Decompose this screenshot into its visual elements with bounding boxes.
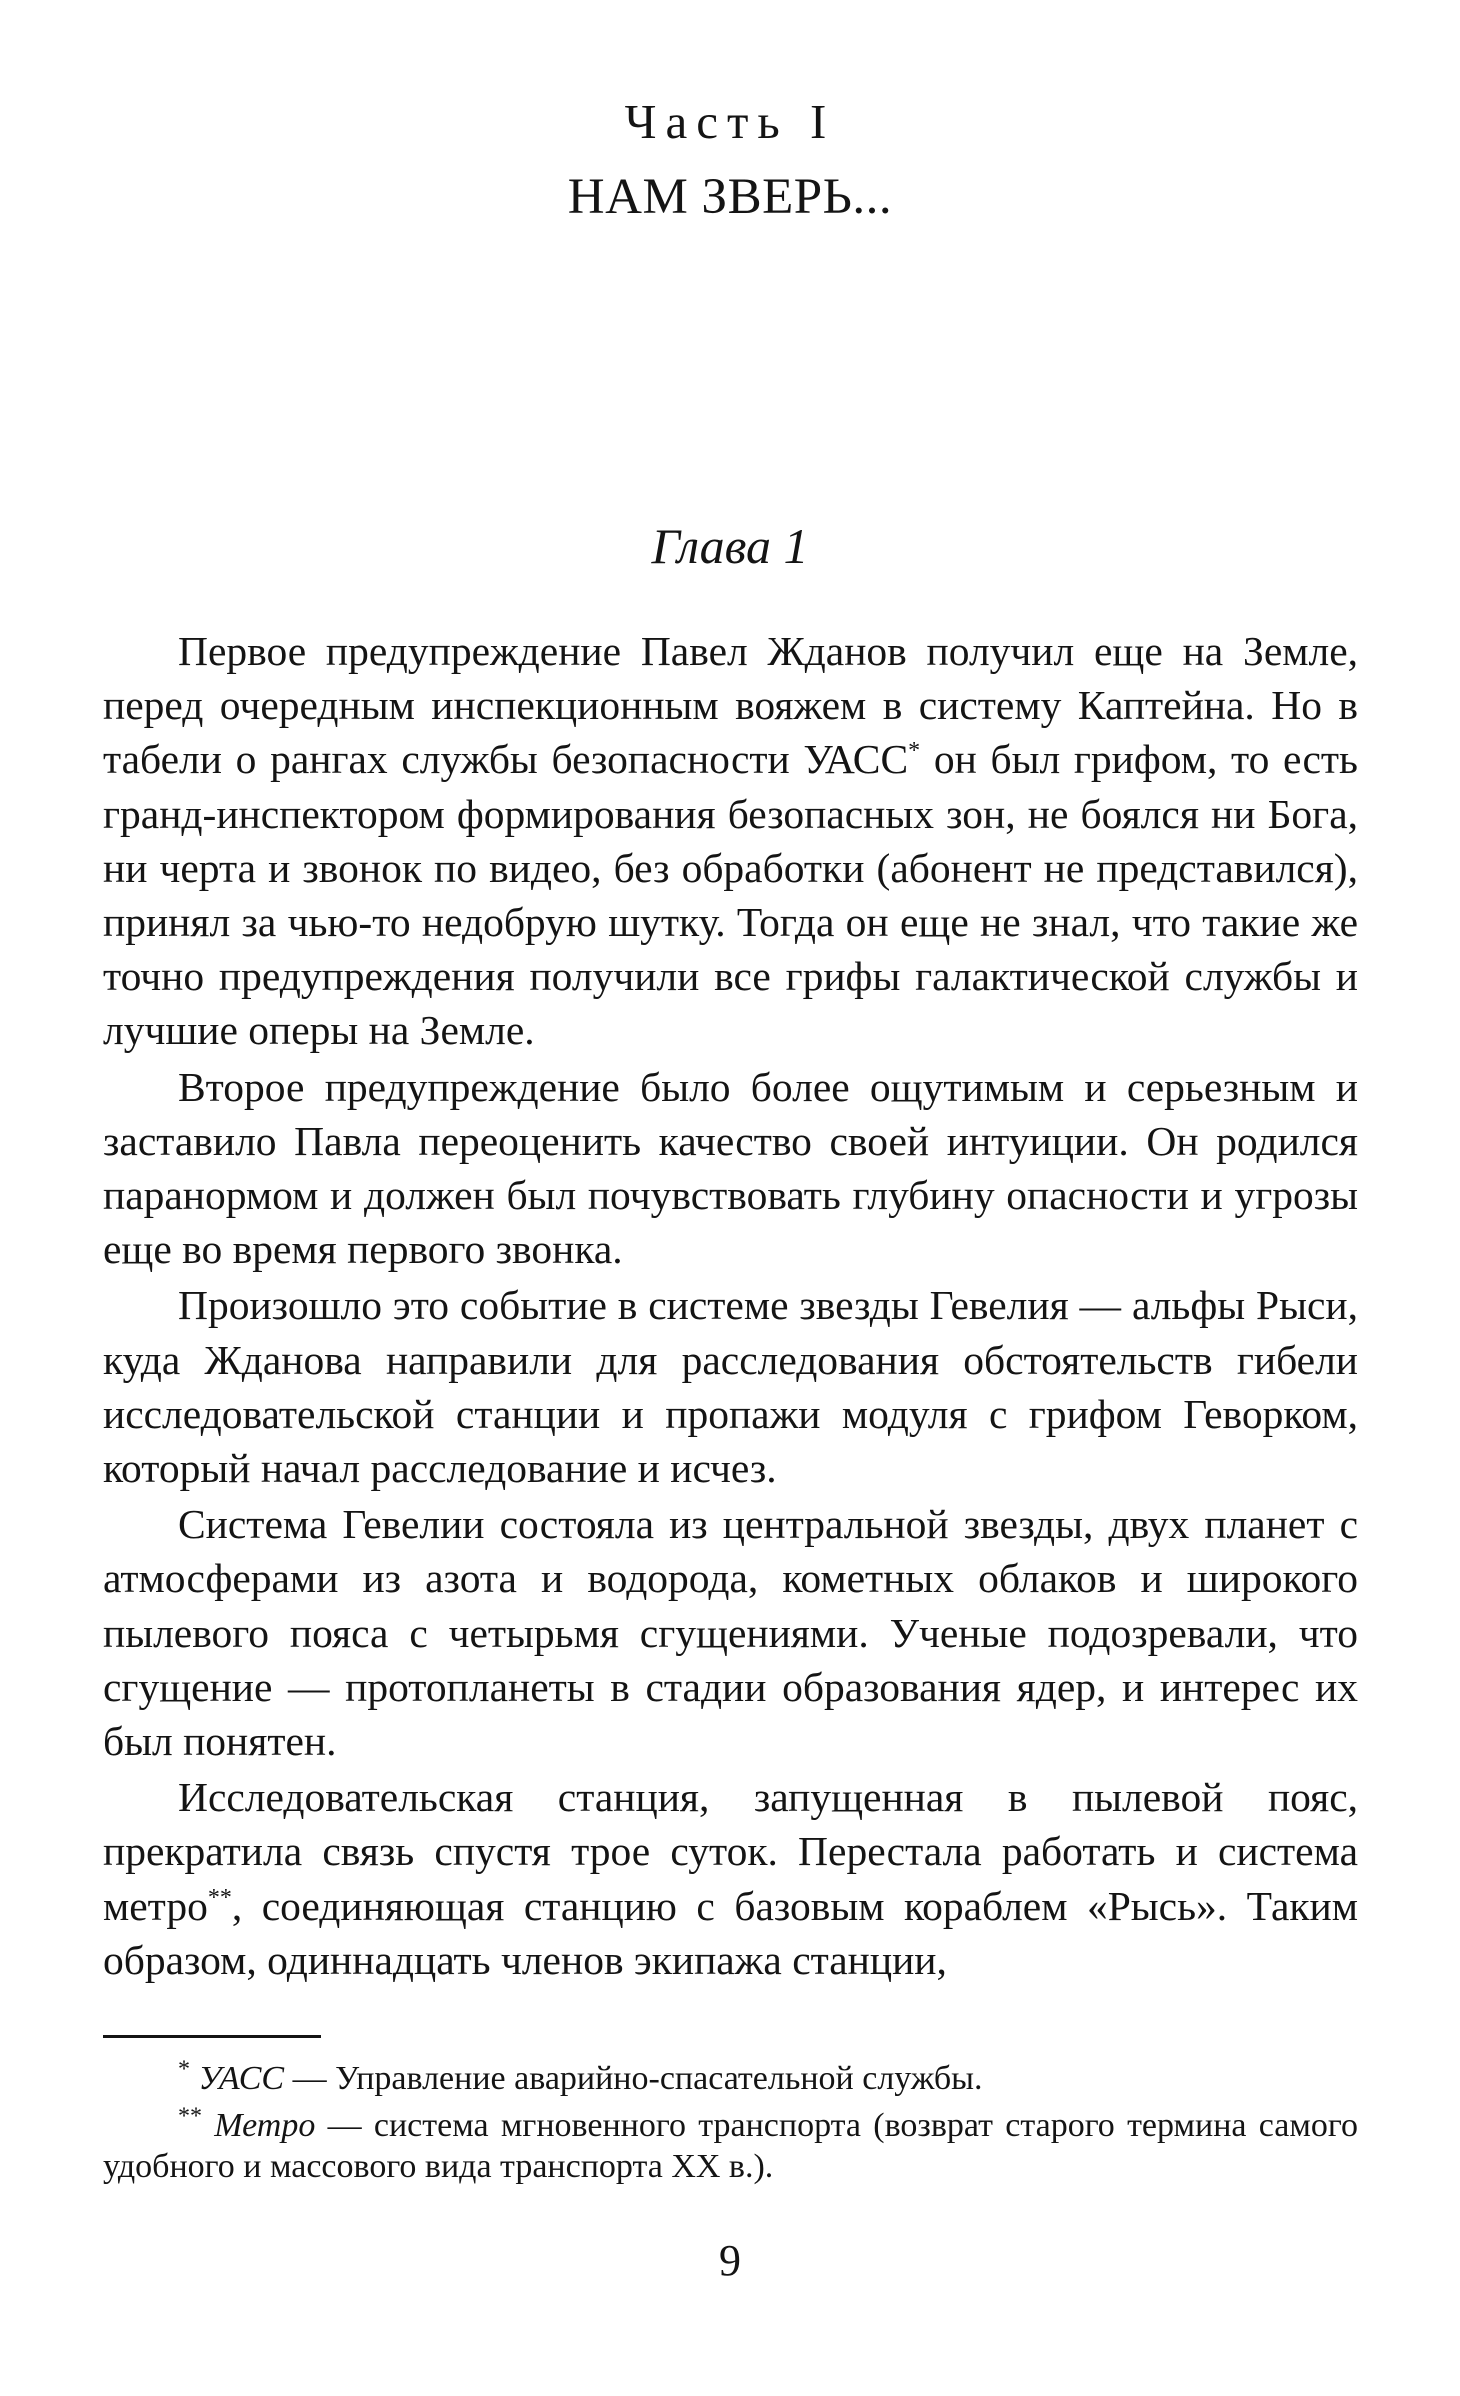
- paragraph-3: Произошло это событие в системе звезды Гевелия — альфы Рыси, куда Жданова направили для расследования обстоятельств гибели исследовательской станции и пропажи модуля с грифом Геворком, который начал расследование и исчез.: [103, 1282, 1358, 1492]
- part-label: Часть I: [624, 94, 836, 149]
- page-number: 9: [719, 2236, 741, 2285]
- paragraph-2: Второе предупреждение было более ощутимым и серьезным и заставило Павла переоценить качество своей интуиции. Он родился паранормом и должен был почувствовать глубину опасности и угрозы еще во время первого звонка.: [103, 1063, 1358, 1273]
- paragraph-5-text-b: , соединяющая станцию с базовым кораблем «Рысь». Таким образом, одиннадцать членов экипажа станции,: [103, 1882, 1358, 1983]
- footnote-2-text: — система мгновенного транспорта (возврат старого термина самого удобного и массового вида транспорта XX в.).: [103, 2107, 1358, 2185]
- footnote-1-text: — Управление аварийно-спасательной службы.: [284, 2060, 983, 2097]
- chapter-body: [103, 624, 1358, 1987]
- footnotes: [103, 2058, 1358, 2193]
- paragraph-5: [103, 1770, 1358, 1987]
- paragraph-1-text-a: Первое предупреждение Павел Жданов получил еще на Земле, перед очередным инспекционным вояжем в систему Каптейна. Но в табели о рангах службы безопасности УАСС: [103, 628, 1358, 783]
- footnote-ref-1: *: [908, 738, 921, 765]
- paragraph-1: [103, 624, 1358, 1058]
- paragraph-5-text-a: Исследовательская станция, запущенная в пылевой пояс, прекратила связь спустя трое суток. Перестала работать и система метро: [103, 1774, 1358, 1929]
- chapter-title: Глава 1: [651, 518, 809, 574]
- footnote-2-mark: **: [178, 2103, 202, 2130]
- footnote-2: [103, 2105, 1358, 2187]
- footnote-1-mark: *: [178, 2056, 190, 2083]
- part-title: НАМ ЗВЕРЬ...: [567, 169, 893, 225]
- footnote-ref-2: **: [207, 1884, 232, 1911]
- footnote-1-term: УАСС: [198, 2060, 285, 2097]
- footnote-divider: [103, 2035, 321, 2038]
- footnote-2-term: Метро: [214, 2107, 316, 2144]
- paragraph-4: Система Гевелии состояла из центральной звезды, двух планет с атмосферами из азота и водорода, кометных облаков и широкого пылевого пояса с четырьмя сгущениями. Ученые подозревали, что сгущение — протопланеты в стадии образования ядер, и интерес их был понятен.: [103, 1501, 1358, 1765]
- paragraph-1-text-b: он был грифом, то есть гранд-инспектором формирования безопасных зон, не боялся ни Бога, ни черта и звонок по видео, без обработки (абонент не представился), принял за чью-то недобрую шутку. Тогда он еще не знал, что такие же точно предупреждения получили все грифы галактической службы и лучшие оперы на Земле.: [103, 736, 1358, 1054]
- footnote-1: [103, 2058, 1358, 2099]
